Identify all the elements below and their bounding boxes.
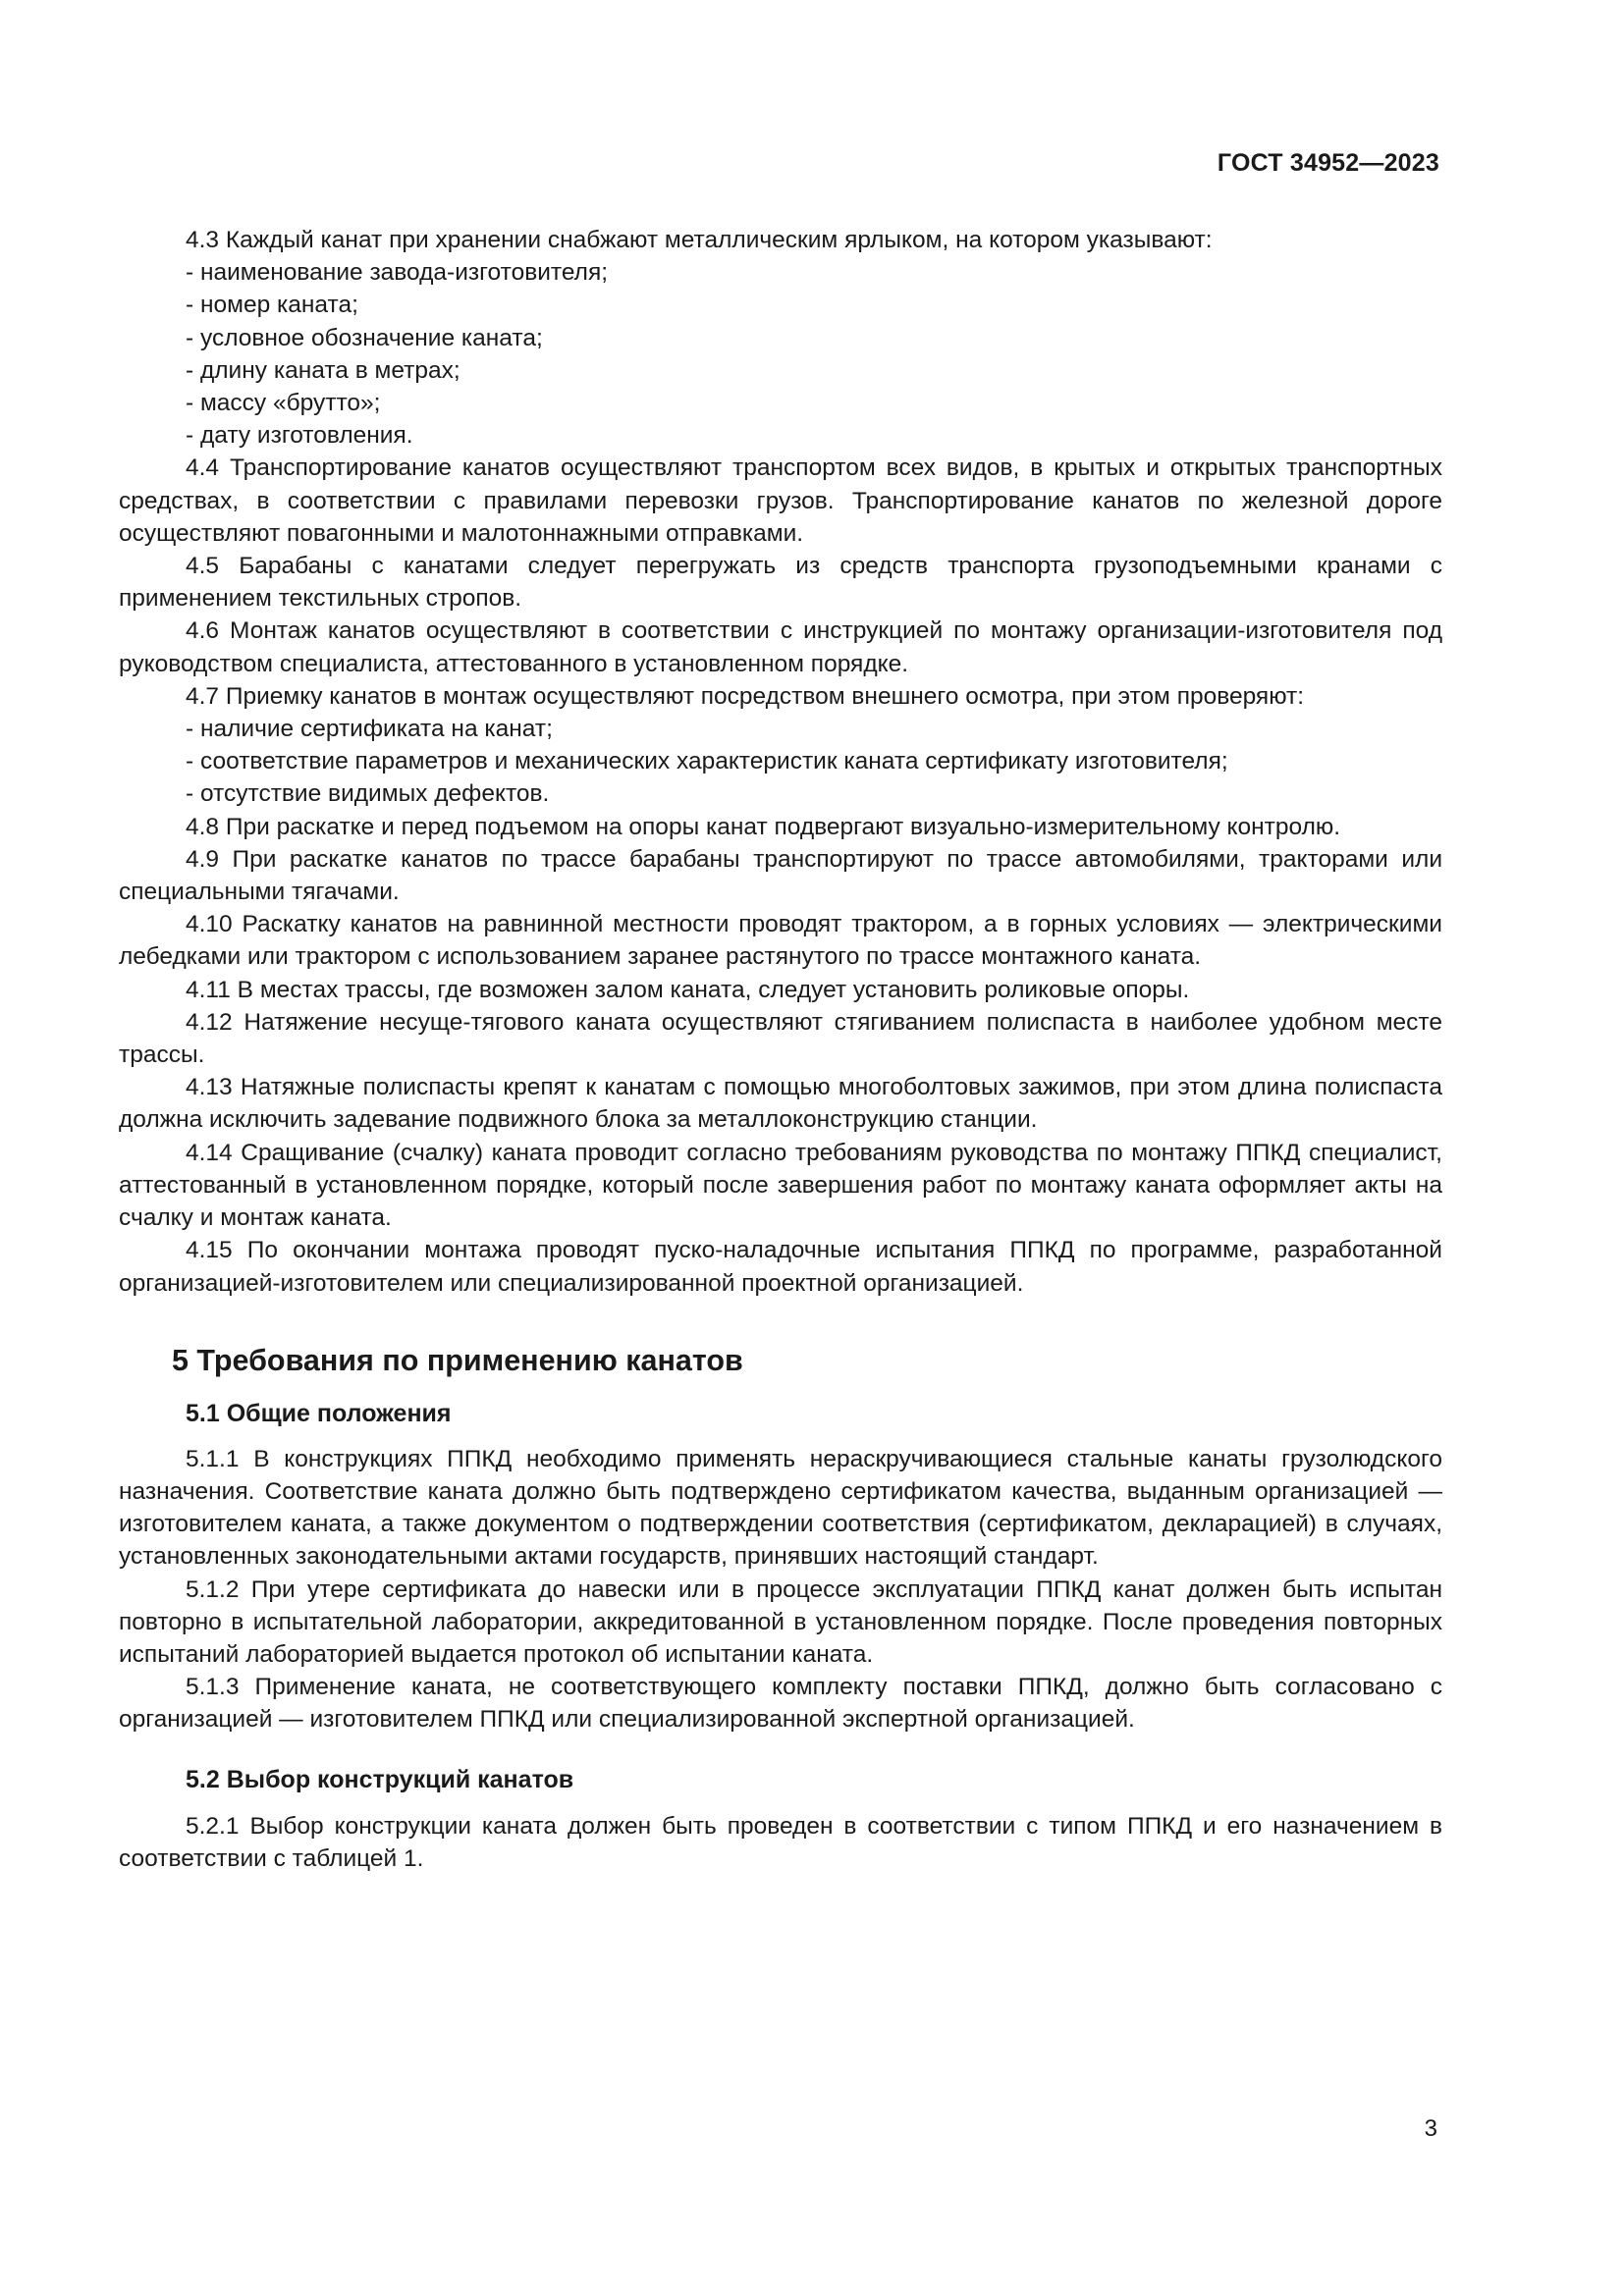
paragraph-5-1-2: 5.1.2 При утере сертификата до навески или в процессе эксплуатации ППКД канат должен быть испытан повторно в испытательной лаборатории, аккредитованной в установленном порядке. После проведения повторных испытаний лабораторией выдается протокол об испытании каната. [119, 1575, 1442, 1668]
paragraph-4-5: 4.5 Барабаны с канатами следует перегружать из средств транспорта грузоподъемными кранами с применением текстильных стропов. [119, 553, 1442, 613]
paragraph-5-1-1: 5.1.1 В конструкциях ППКД необходимо применять нераскручивающиеся стальные канаты грузолюдского назначения. Соответствие каната должно быть подтверждено сертификатом качества, выданным организацией — изготовителем каната, а также документом о подтверждении соответствия (сертификатом, декларацией) в случаях, установленных законодательными актами государств, принявших настоящий стандарт. [119, 1445, 1442, 1571]
paragraph-4-3: 4.3 Каждый канат при хранении снабжают металлическим ярлыком, на котором указывают: [186, 227, 1213, 253]
list-item: - номер каната; [186, 292, 358, 319]
standard-number: ГОСТ 34952—2023 [1217, 149, 1439, 177]
list-item: - длину каната в метрах; [186, 356, 460, 384]
paragraph-5-2-1: 5.2.1 Выбор конструкции каната должен быть проведен в соответствии с типом ППКД и его назначением в соответствии с таблицей 1. [119, 1812, 1442, 1872]
document-body [119, 224, 1442, 1875]
section-5-heading: 5 Требования по применению канатов [172, 1343, 743, 1377]
paragraph-4-13: 4.13 Натяжные полиспасты крепят к канатам с помощью многоболтовых зажимов, при этом длина полиспаста должна исключить задевание подвижного блока за металлоконструкцию станции. [119, 1074, 1442, 1134]
list-item: - условное обозначение каната; [186, 324, 543, 351]
subsection-5-1-heading: 5.1 Общие положения [186, 1399, 452, 1427]
paragraph-4-12: 4.12 Натяжение несуще-тягового каната осуществляют стягиванием полиспаста в наиболее удобном месте трассы. [119, 1008, 1442, 1069]
paragraph-4-6: 4.6 Монтаж канатов осуществляют в соответствии с инструкцией по монтажу организации-изготовителя под руководством специалиста, аттестованного в установленном порядке. [119, 617, 1442, 677]
paragraph-4-8: 4.8 При раскатке и перед подъемом на опоры канат подвергают визуально-измерительному контролю. [186, 813, 1341, 840]
list-item: - наличие сертификата на канат; [186, 716, 553, 743]
paragraph-4-14: 4.14 Сращивание (счалку) каната проводит согласно требованиям руководства по монтажу ППКД специалист, аттестованный в установленном порядке, который после завершения работ по монтажу каната оформляет акты на счалку и монтаж каната. [119, 1139, 1442, 1232]
list-item: - соответствие параметров и механических характеристик каната сертификату изготовителя; [186, 748, 1228, 775]
paragraph-4-9: 4.9 При раскатке канатов по трассе барабаны транспортируют по трассе автомобилями, тракторами или специальными тягачами. [119, 845, 1442, 906]
list-item: - дату изготовления. [186, 422, 413, 450]
paragraph-4-10: 4.10 Раскатку канатов на равнинной местности проводят трактором, а в горных условиях — электрическими лебедками или трактором с использованием заранее растянутого по трассе монтажного каната. [119, 911, 1442, 971]
list-item: - массу «брутто»; [186, 390, 381, 417]
paragraph-4-7: 4.7 Приемку канатов в монтаж осуществляют посредством внешнего осмотра, при этом проверяют: [186, 682, 1305, 710]
paragraph-4-15: 4.15 По окончании монтажа проводят пуско-наладочные испытания ППКД по программе, разработанной организацией-изготовителем или специализированной проектной организацией. [119, 1237, 1442, 1297]
paragraph-5-1-3: 5.1.3 Применение каната, не соответствующего комплекту поставки ППКД, должно быть согласовано с организацией — изготовителем ППКД или специализированной экспертной организацией. [119, 1674, 1442, 1734]
list-item: - наименование завода-изготовителя; [186, 259, 609, 287]
paragraph-4-11: 4.11 В местах трассы, где возможен залом каната, следует установить роликовые опоры. [186, 976, 1190, 1003]
subsection-5-2-heading: 5.2 Выбор конструкций канатов [186, 1765, 574, 1793]
list-item: - отсутствие видимых дефектов. [186, 780, 550, 808]
paragraph-4-4: 4.4 Транспортирование канатов осуществляют транспортом всех видов, в крытых и открытых транспортных средствах, в соответствии с правилами перевозки грузов. Транспортирование канатов по железной дороге осуществляют повагонными и малотоннажными отправками. [119, 454, 1442, 547]
page-number: 3 [1424, 2115, 1437, 2142]
